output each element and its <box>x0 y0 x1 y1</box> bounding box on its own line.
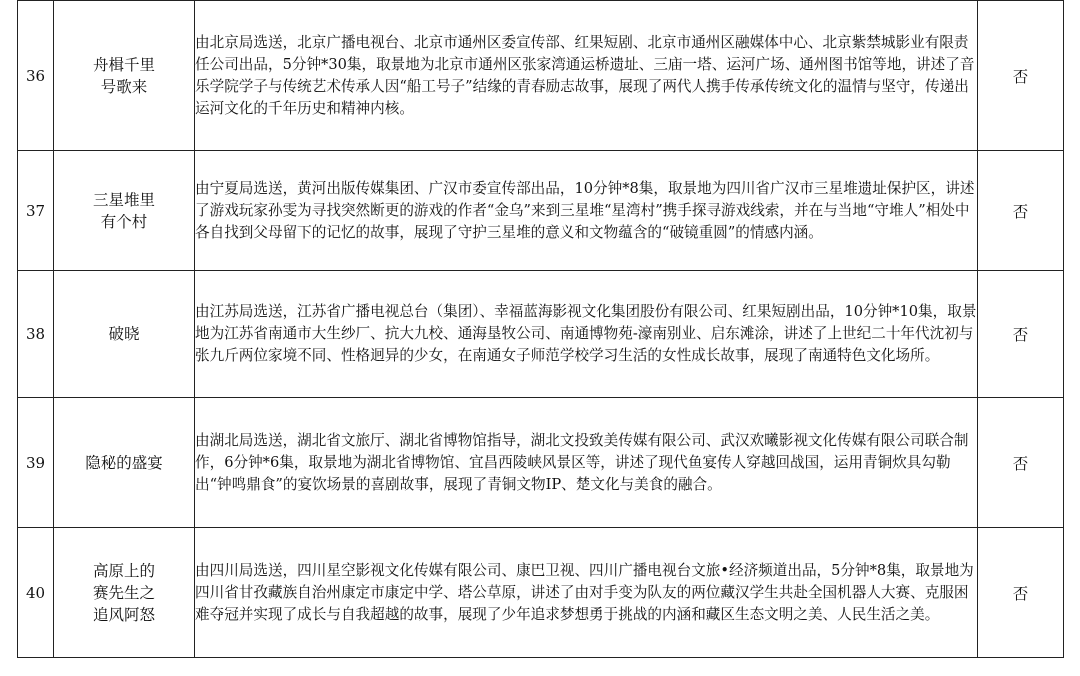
program-title <box>54 398 195 528</box>
program-description: 由宁夏局选送，黄河出版传媒集团、广汉市委宣传部出品，10分钟*8集，取景地为四川省广汉市三星堆遗址保护区，讲述了游戏玩家孙雯为寻找突然断更的游戏的作者“金乌”来到三星堆“星湾村”携手探寻游戏线索，并在与当地“守堆人”相处中各自找到父母留下的记忆的故事，展现了守护三星堆的意义和文物蕴含的“破镜重圆”的情感内涵。 <box>195 151 978 271</box>
program-title-line: 高原上的 <box>92 561 155 580</box>
table-row <box>18 398 1064 528</box>
program-title <box>54 528 195 658</box>
program-title-line: 破晓 <box>108 325 140 343</box>
status-flag: 否 <box>978 271 1064 398</box>
program-title-line: 隐秘的盛宴 <box>85 453 163 472</box>
row-number: 36 <box>18 1 54 151</box>
table-row <box>18 528 1064 658</box>
table-row <box>18 271 1064 398</box>
program-title <box>54 271 195 398</box>
program-title-line: 有个村 <box>100 212 148 231</box>
status-flag: 否 <box>978 151 1064 271</box>
status-flag: 否 <box>978 1 1064 151</box>
row-number: 39 <box>18 398 54 528</box>
row-number: 40 <box>18 528 54 658</box>
program-description: 由湖北局选送，湖北省文旅厅、湖北省博物馆指导，湖北文投致美传媒有限公司、武汉欢曦影视文化传媒有限公司联合制作，6分钟*6集，取景地为湖北省博物馆、宜昌西陵峡风景区等，讲述了现代鱼宴传人穿越回战国，运用青铜炊具勾勒出“钟鸣鼎食”的宴饮场景的喜剧故事，展现了青铜文物IP、楚文化与美食的融合。 <box>195 398 978 528</box>
program-title-line: 舟楫千里 <box>92 55 155 74</box>
status-flag: 否 <box>978 398 1064 528</box>
program-table <box>17 0 1064 658</box>
program-title-line: 三星堆里 <box>92 190 155 209</box>
status-flag: 否 <box>978 528 1064 658</box>
row-number: 38 <box>18 271 54 398</box>
program-title-line: 追风阿怒 <box>92 605 155 624</box>
program-description: 由北京局选送，北京广播电视台、北京市通州区委宣传部、红果短剧、北京市通州区融媒体中心、北京紫禁城影业有限责任公司出品，5分钟*30集，取景地为北京市通州区张家湾通运桥遗址、三庙一塔、运河广场、通州图书馆等地，讲述了音乐学院学子与传统艺术传承人因“船工号子”结缘的青春励志故事，展现了两代人携手传承传统文化的温情与坚守，传递出运河文化的千年历史和精神内核。 <box>195 1 978 151</box>
table-row <box>18 151 1064 271</box>
program-description: 由江苏局选送，江苏省广播电视总台（集团）、幸福蓝海影视文化集团股份有限公司、红果短剧出品，10分钟*10集，取景地为江苏省南通市大生纱厂、抗大九校、通海垦牧公司、南通博物苑-濠南别业、启东滩涂，讲述了上世纪二十年代沈初与张九斤两位家境不同、性格迥异的少女，在南通女子师范学校学习生活的女性成长故事，展现了南通特色文化场所。 <box>195 271 978 398</box>
table-row <box>18 1 1064 151</box>
program-description: 由四川局选送，四川星空影视文化传媒有限公司、康巴卫视、四川广播电视台文旅•经济频道出品，5分钟*8集，取景地为四川省甘孜藏族自治州康定市康定中学、塔公草原，讲述了由对手变为队友的两位藏汉学生共赴全国机器人大赛、克服困难夺冠并实现了成长与自我超越的故事，展现了少年追求梦想勇于挑战的内涵和藏区生态文明之美、人民生活之美。 <box>195 528 978 658</box>
row-number: 37 <box>18 151 54 271</box>
program-title <box>54 151 195 271</box>
program-title <box>54 1 195 151</box>
program-title-line: 赛先生之 <box>92 583 155 602</box>
program-title-line: 号歌来 <box>100 77 148 96</box>
